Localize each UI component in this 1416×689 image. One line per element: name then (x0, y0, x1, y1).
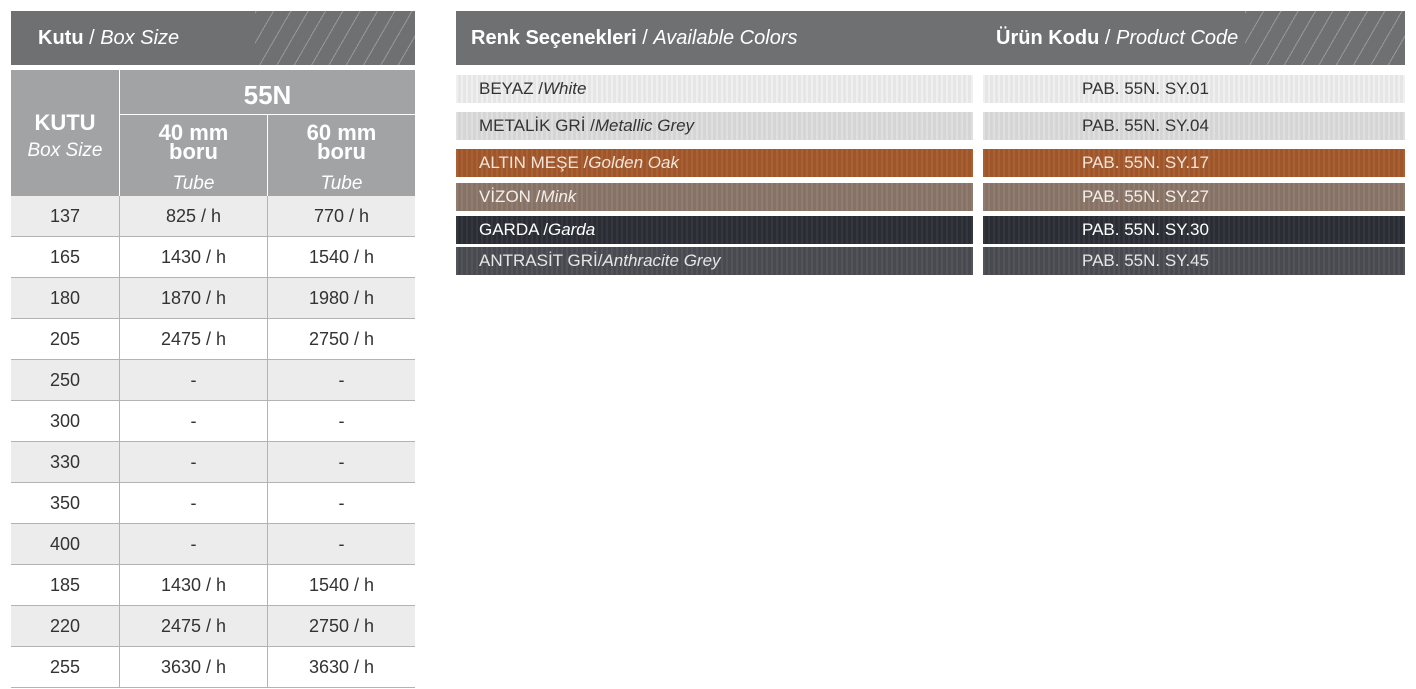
column-header-60mm (268, 115, 415, 196)
table-row (11, 565, 415, 606)
value-60mm-cell: 1540 / h (308, 246, 375, 267)
kutu-column-header (11, 70, 119, 196)
box-size-header-sep: / (83, 26, 101, 49)
head-divider (120, 114, 415, 115)
color-name-tr: ALTIN MEŞE / (479, 153, 589, 172)
header-hatch-decoration (255, 11, 415, 65)
table-row (11, 360, 415, 401)
product-code-title (996, 27, 1238, 50)
table-body (11, 196, 415, 688)
table-row (11, 606, 415, 647)
product-code: PAB. 55N. SY.30 (1082, 220, 1209, 239)
available-colors-sep: / (636, 26, 654, 49)
value-60mm-cell: - (338, 533, 345, 554)
color-name-swatch (456, 183, 973, 211)
col-40-line2: boru (169, 139, 218, 164)
color-row (456, 183, 1405, 211)
table-row (11, 442, 415, 483)
head-divider (267, 114, 268, 196)
table-row (11, 647, 415, 688)
color-name-en: Anthracite Grey (602, 251, 721, 270)
table-row (11, 483, 415, 524)
size-cell: 400 (11, 524, 120, 564)
product-code-cell (983, 149, 1405, 177)
size-cell: 220 (11, 606, 120, 646)
size-cell: 205 (11, 319, 120, 359)
value-40mm-cell: 825 / h (120, 196, 268, 236)
color-name-en: White (542, 79, 587, 98)
product-code-cell (983, 247, 1405, 275)
col-60-title (268, 120, 415, 164)
product-code: PAB. 55N. SY.27 (1082, 187, 1209, 206)
value-40mm-cell: - (120, 483, 268, 523)
color-name-en: Golden Oak (588, 153, 679, 172)
product-code: PAB. 55N. SY.04 (1082, 116, 1209, 135)
available-colors-italic: Available Colors (653, 26, 798, 49)
color-name-tr: VİZON / (479, 187, 541, 206)
size-cell: 165 (11, 237, 120, 277)
size-cell: 250 (11, 360, 120, 400)
value-60mm-cell: 1980 / h (308, 287, 375, 308)
value-40mm-cell: - (120, 442, 268, 482)
size-cell: 180 (11, 278, 120, 318)
column-header-40mm (120, 115, 267, 196)
available-colors-title (471, 27, 797, 50)
table-row (11, 319, 415, 360)
box-size-table (11, 70, 415, 688)
size-cell: 185 (11, 565, 120, 605)
value-60mm-cell: 3630 / h (308, 656, 375, 677)
color-name-en: Mink (540, 187, 577, 206)
table-head (11, 70, 415, 196)
product-code-italic: Product Code (1115, 26, 1239, 49)
kutu-label: KUTU (34, 110, 96, 135)
color-row (456, 149, 1405, 177)
color-name-swatch (456, 216, 973, 244)
product-code: PAB. 55N. SY.45 (1082, 251, 1209, 270)
value-40mm-cell: 1430 / h (120, 565, 268, 605)
color-name-tr: BEYAZ / (479, 79, 543, 98)
table-row (11, 196, 415, 237)
color-name-tr: ANTRASİT GRİ/ (479, 251, 603, 270)
head-divider (119, 70, 120, 196)
header-hatch-decoration (1245, 11, 1405, 65)
value-40mm-cell: 2475 / h (120, 606, 268, 646)
table-row (11, 278, 415, 319)
col-40-line1: 40 mm (158, 120, 229, 145)
size-cell: 300 (11, 401, 120, 441)
value-60mm-cell: 2750 / h (308, 615, 375, 636)
color-name-swatch (456, 149, 973, 177)
product-code: PAB. 55N. SY.01 (1082, 79, 1209, 98)
size-cell: 350 (11, 483, 120, 523)
col-60-sub: Tube (320, 173, 363, 194)
product-code-sep: / (1099, 26, 1116, 49)
value-40mm-cell: - (120, 401, 268, 441)
box-size-header-bold: Kutu (38, 26, 84, 49)
box-size-header-text (11, 27, 179, 50)
col-60-line1: 60 mm (306, 120, 377, 145)
color-name-tr: GARDA / (479, 220, 548, 239)
color-name-en: Metallic Grey (594, 116, 695, 135)
color-row (456, 247, 1405, 275)
value-40mm-cell: 1870 / h (120, 278, 268, 318)
table-row (11, 401, 415, 442)
col-40-title (120, 120, 267, 164)
color-name-swatch (456, 247, 973, 275)
value-60mm-cell: 1540 / h (308, 574, 375, 595)
color-row (456, 75, 1405, 103)
size-cell: 137 (11, 196, 120, 236)
product-code-cell (983, 112, 1405, 140)
product-code: PAB. 55N. SY.17 (1082, 153, 1209, 172)
product-code-cell (983, 216, 1405, 244)
color-name-tr: METALİK GRİ / (479, 116, 595, 135)
color-row (456, 112, 1405, 140)
box-size-label: Box Size (27, 140, 103, 161)
col-40-sub: Tube (172, 173, 215, 194)
box-size-header (11, 11, 415, 65)
value-60mm-cell: - (338, 410, 345, 431)
color-name-swatch (456, 75, 973, 103)
box-size-header-italic: Box Size (100, 26, 180, 49)
value-60mm-cell: - (338, 492, 345, 513)
color-name-en: Garda (547, 220, 596, 239)
product-code-bold: Ürün Kodu (996, 26, 1100, 49)
value-60mm-cell: 2750 / h (308, 328, 375, 349)
value-60mm-cell: - (338, 451, 345, 472)
value-60mm-cell: 770 / h (313, 205, 370, 226)
value-40mm-cell: - (120, 524, 268, 564)
value-60mm-cell: - (338, 369, 345, 390)
colors-header (456, 11, 1405, 65)
table-row (11, 524, 415, 565)
value-40mm-cell: 2475 / h (120, 319, 268, 359)
product-code-cell (983, 75, 1405, 103)
product-code-cell (983, 183, 1405, 211)
size-cell: 255 (11, 647, 120, 687)
group-header-55n: 55N (243, 80, 292, 110)
size-cell: 330 (11, 442, 120, 482)
available-colors-bold: Renk Seçenekleri (471, 26, 637, 49)
value-40mm-cell: 1430 / h (120, 237, 268, 277)
value-40mm-cell: - (120, 360, 268, 400)
value-40mm-cell: 3630 / h (120, 647, 268, 687)
color-name-swatch (456, 112, 973, 140)
color-row (456, 216, 1405, 244)
table-row (11, 237, 415, 278)
col-60-line2: boru (317, 139, 366, 164)
